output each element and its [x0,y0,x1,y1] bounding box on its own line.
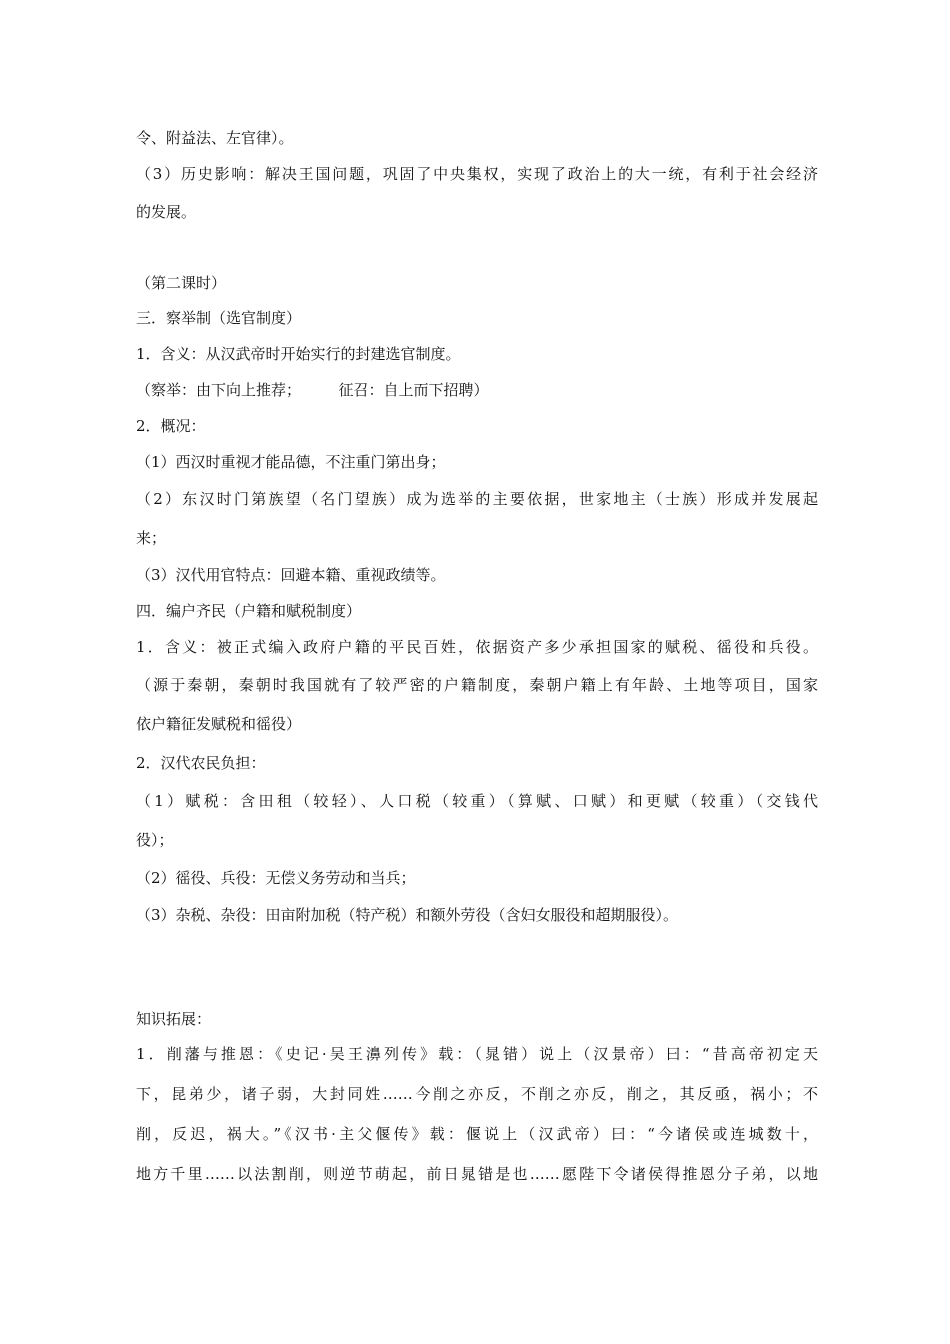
text-line: 下，昆弟少，诸子弱，大封同姓……今削之亦反，不削之亦反，削之，其反亟，祸小；不 [136,1085,818,1103]
section-heading: （第二课时） [136,274,227,292]
text-line: （2）东汉时门第族望（名门望族）成为选举的主要依据，世家地主（士族）形成并发展起 [136,490,818,508]
text-line: 来； [136,529,167,547]
text-line: 的发展。 [136,203,197,221]
text-line: （1）赋税：含田租（较轻）、人口税（较重）（算赋、口赋）和更赋（较重）（交钱代 [136,792,818,810]
text-line: （3）杂税、杂役：田亩附加税（特产税）和额外劳役（含妇女服役和超期服役）。 [136,906,679,924]
text-line: 令、附益法、左官律）。 [136,129,294,147]
section-heading: 四．编户齐民（户籍和赋税制度） [136,602,362,620]
text-line: 2．汉代农民负担： [136,754,266,772]
text-line: 1．含义：被正式编入政府户籍的平民百姓，依据资产多少承担国家的赋税、徭役和兵役。 [136,638,818,656]
text-line: 地方千里……以法割削，则逆节萌起，前日晁错是也……愿陛下令诸侯得推恩分子弟，以地 [136,1165,818,1183]
text-line: （源于秦朝，秦朝时我国就有了较严密的户籍制度，秦朝户籍上有年龄、土地等项目，国家 [136,676,818,694]
text-line: 1．削藩与推恩：《史记·吴王濞列传》载：（晁错）说上（汉景帝）曰：“昔高帝初定天 [136,1045,818,1063]
text-line: （2）徭役、兵役：无偿义务劳动和当兵； [136,869,416,887]
text-line: 役）； [136,831,174,849]
text-line: （1）西汉时重视才能品德，不注重门第出身； [136,453,446,471]
text-line: （察举：由下向上推荐； 征召：自上而下招聘） [136,381,489,399]
text-line: 2．概况： [136,417,206,435]
text-line: （3）汉代用官特点：回避本籍、重视政绩等。 [136,566,446,584]
section-heading: 三．察举制（选官制度） [136,309,302,327]
text-line: 削，反迟，祸大。”《汉书·主父偃传》载：偃说上（汉武帝）曰：“今诸侯或连城数十， [136,1125,818,1143]
section-heading: 知识拓展： [136,1010,212,1028]
text-line: 1．含义：从汉武帝时开始实行的封建选官制度。 [136,345,461,363]
text-line: （3）历史影响：解决王国问题，巩固了中央集权，实现了政治上的大一统，有利于社会经济 [136,165,818,183]
text-line: 依户籍征发赋税和徭役） [136,715,302,733]
